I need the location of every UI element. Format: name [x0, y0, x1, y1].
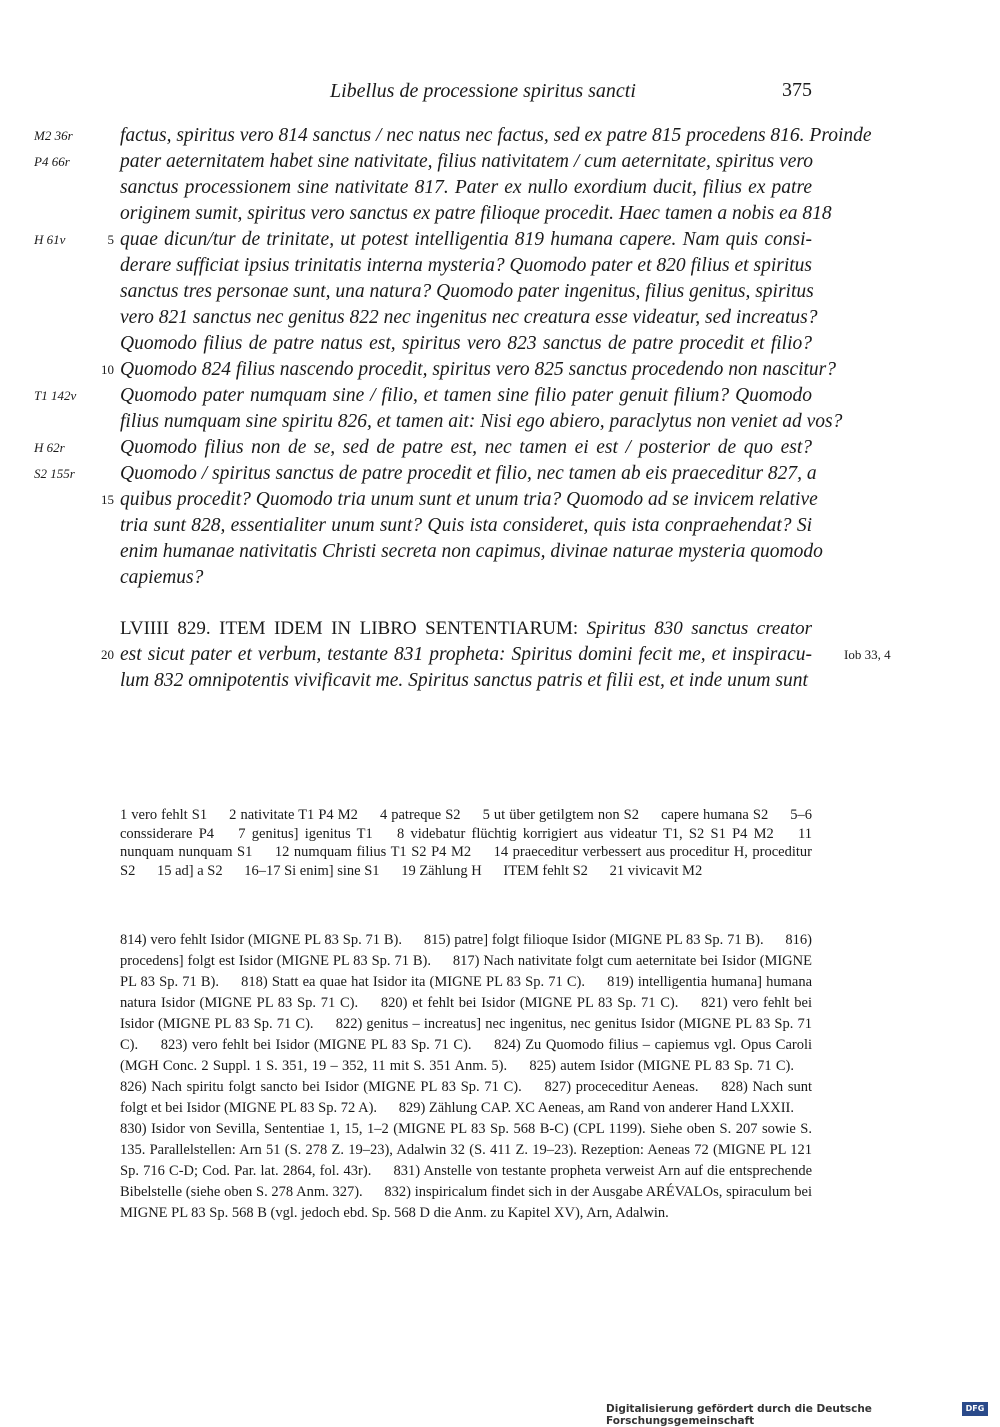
source-note: 814) vero fehlt Isidor (MIGNE PL 83 Sp. 71 B). — [120, 932, 402, 948]
text-line: lum 832 omnipotentis vivificavit me. Spiritus sanctus patris et filii est, et inde unum sunt — [120, 670, 808, 691]
apparatus-entry: 5 ut über getilgtem non S2 — [482, 807, 639, 823]
source-note: 822) genitus – increatus] nec ingenitus, nec genitus Isidor (MIGNE PL 83 Sp. 71 C). — [120, 1016, 812, 1053]
source-note: 824) Zu Quomodo filius – capiemus vgl. Opus Caroli (MGH Conc. 2 Suppl. 1 S. 351, 19 – 352, 11 mit S. 351 Anm. 5). — [120, 1037, 813, 1074]
text-line: Quomodo filius non de se, sed de patre est, nec tamen ei est / posterior de quo est? — [120, 437, 812, 458]
digitization-credit: Digitalisierung gefördert durch die Deutsche Forschungsgemeinschaft — [606, 1403, 872, 1427]
text-line: quae dicun/tur de trinitate, ut potest intelligentia 819 humana capere. Nam quis consi- — [120, 229, 812, 250]
siglum-t1: T1 142v — [34, 388, 77, 403]
source-note: 832) inspiricalum findet sich in der Ausgabe ARÉVALOs, spiraculum bei MIGNE PL 83 Sp. 568 B (vgl. jedoch ebd. Sp. 568 D die Anm. zu Kapitel XV), Arn, Adalwin. — [120, 1184, 812, 1221]
source-note: 828) Nach sunt folgt et bei Isidor (MIGNE PL 83 Sp. 72 A). — [120, 1079, 813, 1116]
text-line: vero 821 sanctus nec genitus 822 nec ingenitus nec creatura esse videatur, sed increatus? — [120, 307, 818, 328]
apparatus-entry: 7 genitus] igenitus T1 — [238, 825, 373, 842]
source-note: 817) Nach nativitate folgt cum aeternitate bei Isidor (MIGNE PL 83 Sp. 71 B). — [120, 953, 812, 990]
text-line: Quomodo filius de patre natus est, spiritus vero 823 sanctus de patre procedit et filio? — [120, 333, 812, 354]
source-note: 830) Isidor von Sevilla, Sententiae 1, 15, 1–2 (MIGNE PL 83 Sp. 568 B-C) (CPL 1199). Siehe oben S. 207 sowie S. 135. Parallelstellen: Arn 51 (S. 278 Z. 19–23), Adalwin 32 (S. 411 Z. 19–23). Rezeption: Aeneas 72 (MIGNE PL 121 Sp. 716 C-D; Cod. Par. lat. 2864, fol. 43r). — [120, 1121, 812, 1179]
text-line: sanctus tres personae sunt, una natura? Quomodo pater ingenitus, filius genitus, spiritus — [120, 281, 814, 302]
page-number: 375 — [782, 79, 812, 101]
text-line: est sicut pater et verbum, testante 831 propheta: Spiritus domini fecit me, et inspiracu- — [120, 644, 812, 665]
line-number: 10 — [101, 362, 114, 377]
source-note: 829) Zählung CAP. XC Aeneas, am Rand von anderer Hand LXXII. — [398, 1100, 794, 1116]
apparatus-entry: 1 vero fehlt S1 — [120, 807, 208, 823]
chapter-line1-text: Spiritus 830 sanctus creator — [586, 618, 812, 639]
siglum-p4: P4 66r — [34, 154, 70, 169]
apparatus-entry: 11 nunquam nunquam S1 — [120, 825, 812, 861]
apparatus-entry: 21 vivicavit M2 — [609, 863, 703, 880]
text-line: tria sunt 828, essentialiter unum sunt? Quis ista consideret, quis ista conpraehendat? Si — [120, 515, 812, 536]
apparatus-entry: 19 Zählung H — [401, 863, 482, 880]
apparatus-entry: 12 numquam filius T1 S2 P4 M2 — [274, 844, 472, 861]
chapter-heading-line — [120, 616, 812, 642]
apparatus-entry: 5–6 conssiderare P4 — [120, 807, 813, 842]
siglum-h62r: H 62r — [34, 440, 65, 455]
source-note: 819) intelligentia humana] humana natura Isidor (MIGNE PL 83 Sp. 71 C). — [120, 974, 813, 1011]
text-line: filius numquam sine spiritu 826, et tamen ait: Nisi ego abiero, paraclytus non veniet ad vos? — [120, 411, 843, 432]
text-line: pater aeternitatem habet sine nativitate, filius nativitatem / cum aeternitate, spiritus vero — [120, 151, 814, 172]
source-notes — [120, 930, 812, 1224]
text-line: capiemus? — [120, 567, 204, 588]
text-line: Quomodo / spiritus sanctus de patre procedit et filio, nec tamen ab eis praeceditur 827, a — [120, 463, 817, 484]
text-line: originem sumit, spiritus vero sanctus ex patre filioque procedit. Haec tamen a nobis ea 818 — [120, 203, 832, 224]
source-note: 818) Statt ea quae hat Isidor ita (MIGNE PL 83 Sp. 71 C). — [241, 974, 585, 990]
apparatus-entry: 8 videbatur flüchtig korrigiert aus videatur T1, S2 S1 P4 M2 — [397, 825, 774, 842]
apparatus-entry: 2 nativitate T1 P4 M2 — [229, 807, 358, 823]
apparatus-entry: capere humana S2 — [661, 807, 769, 823]
apparatus-entry: 16–17 Si enim] sine S1 — [244, 863, 380, 880]
source-note: 823) vero fehlt bei Isidor (MIGNE PL 83 Sp. 71 C). — [160, 1037, 472, 1053]
apparatus-entry: ITEM fehlt S2 — [503, 863, 588, 880]
apparatus-entry: 4 patreque S2 — [379, 807, 461, 823]
text-line: quibus procedit? Quomodo tria unum sunt et unum tria? Quomodo ad se invicem relative — [120, 489, 818, 510]
text-line: derare sufficiat ipsius trinitatis interna mysteria? Quomodo pater et 820 filius et spiritus — [120, 255, 812, 276]
source-note: 831) Anstelle von testante propheta verweist Arn auf die entsprechende Bibelstelle (siehe oben S. 278 Anm. 327). — [120, 1163, 813, 1200]
critical-apparatus — [120, 806, 812, 881]
source-note: 821) vero fehlt bei Isidor (MIGNE PL 83 Sp. 71 C). — [120, 995, 813, 1032]
source-note: 816) procedens] folgt est Isidor (MIGNE PL 83 Sp. 71 B). — [120, 932, 812, 969]
siglum-h61v: H 61v — [34, 232, 66, 247]
running-title: Libellus de processione spiritus sancti — [330, 80, 636, 102]
text-line: Quomodo 824 filius nascendo procedit, spiritus vero 825 sanctus procedendo non nascitur? — [120, 359, 837, 380]
chapter-heading: LVIIII 829. ITEM IDEM IN LIBRO SENTENTIARUM: — [120, 618, 579, 639]
siglum-m2: M2 36r — [34, 128, 73, 143]
siglum-s2: S2 155r — [34, 466, 75, 481]
source-note: 827) proceceditur Aeneas. — [544, 1079, 699, 1095]
text-line: sanctus processionem sine nativitate 817. Pater ex nullo exordium ducit, filius ex patre — [120, 177, 812, 198]
source-note: 815) patre] folgt filioque Isidor (MIGNE PL 83 Sp. 71 B). — [423, 932, 764, 948]
source-note: 820) et fehlt bei Isidor (MIGNE PL 83 Sp. 71 C). — [380, 995, 679, 1011]
source-note: 826) Nach spiritu folgt sancto bei Isidor (MIGNE PL 83 Sp. 71 C). — [120, 1079, 522, 1095]
text-line: factus, spiritus vero 814 sanctus / nec natus nec factus, sed ex patre 815 procedens 816. Proinde — [120, 125, 872, 146]
line-number: 5 — [107, 232, 114, 247]
line-number: 15 — [101, 492, 114, 507]
apparatus-entry: 15 ad] a S2 — [156, 863, 223, 880]
apparatus-entry: 14 praeceditur verbessert aus proceditur H, proceditur S2 — [120, 844, 812, 880]
text-line: enim humanae nativitatis Christi secreta non capimus, divinae naturae mysteria quomodo — [120, 541, 823, 562]
marginal-bible-reference: Iob 33, 4 — [844, 647, 891, 662]
text-line: Quomodo pater numquam sine / filio, et tamen sine filio pater genuit filium? Quomodo — [120, 385, 812, 406]
source-note: 825) autem Isidor (MIGNE PL 83 Sp. 71 C). — [529, 1058, 795, 1074]
dfg-logo: DFG — [962, 1402, 988, 1416]
line-number: 20 — [101, 647, 114, 662]
